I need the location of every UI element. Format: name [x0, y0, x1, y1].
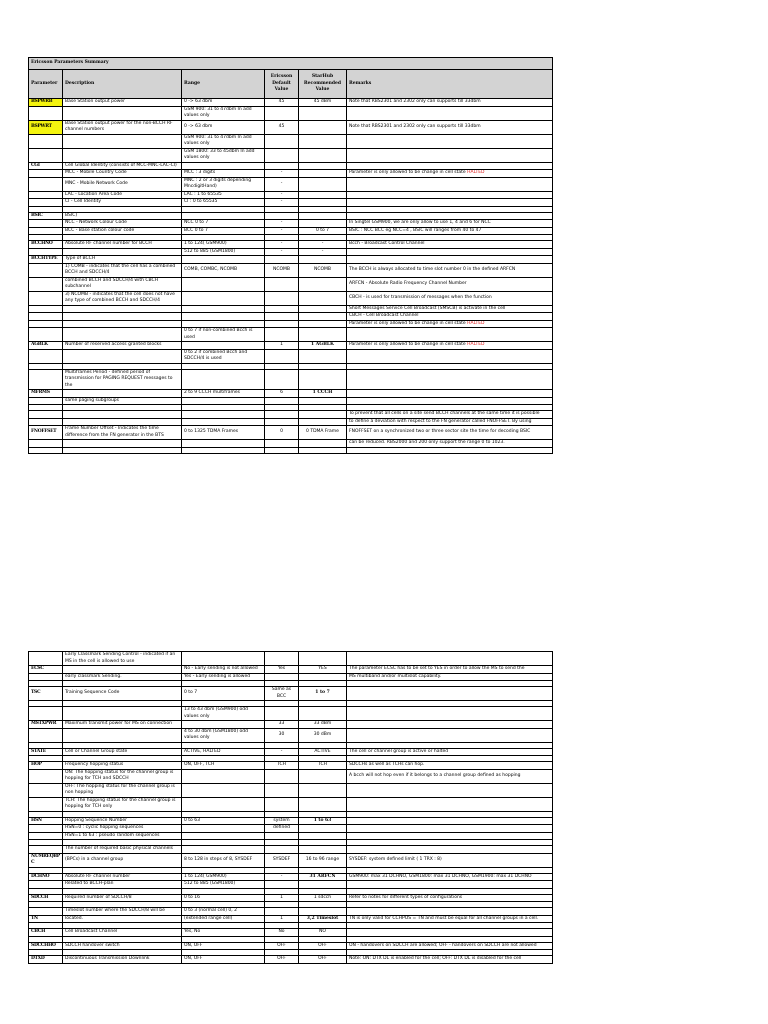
range-cell: 1 to 124( GSM900)	[182, 241, 265, 249]
remarks-cell: SDCCHs as well as TCHs can hop.	[347, 762, 553, 770]
param-mfrms: MFRMS	[29, 390, 63, 398]
remarks-cell: BSIC : NCC BCC eg NCC=4 , BSIC will ranges from 40 to 47	[347, 227, 553, 235]
default-cell: Yes	[265, 666, 299, 674]
default-cell: -	[265, 170, 299, 178]
description-cell: MNC - Mobile Network Code	[63, 177, 182, 191]
remarks-cell: Short Messages Service Cell Broadcast (SMSCB) is activate in the cell	[347, 305, 553, 313]
halted-label: HALTED	[467, 342, 485, 347]
remarks-cell: MS multiband and/or multislot capability.	[347, 673, 553, 681]
remarks-cell: The cell or channel group is active or halted	[347, 748, 553, 756]
range-cell: MCC : 3 digits	[182, 170, 265, 178]
default-cell: -	[265, 177, 299, 191]
range-cell: GSM 900: 31 to 47dbm In add values only	[182, 106, 265, 120]
range-cell: LAC : 1 to 65535	[182, 191, 265, 199]
range-cell: 0 to 2 if combined Bcch and SDCCH/4 is used	[182, 349, 265, 363]
recommended-cell: OFF	[299, 942, 347, 950]
recommended-cell: 0 TDMA Frame	[299, 426, 347, 440]
default-cell: -	[265, 220, 299, 228]
range-cell: MNC : 2 or 3 digits depending MncdigitHand)	[182, 177, 265, 191]
remarks-cell: CBCH - is used for transmission of messages when the function	[347, 291, 553, 305]
range-cell: ON, OFF	[182, 956, 265, 964]
param-tsc: TSC	[29, 687, 63, 701]
range-cell: COMB, COMBC, NCOMB	[182, 263, 265, 277]
range-cell: Yes - Early sending is allowed	[182, 673, 265, 681]
default-cell: -	[265, 199, 299, 207]
default-cell: OFF	[265, 942, 299, 950]
header-parameter: Parameter	[29, 70, 63, 99]
param-agblk: AGBLK	[29, 342, 63, 350]
description-cell: CI - Cell Identity	[63, 199, 182, 207]
default-cell: -	[265, 873, 299, 881]
param-sdcchho: SDCCHHO	[29, 942, 63, 950]
description-cell: 1) COMB - indicates that the cell has a combined BCCH and SDCCH/4	[63, 263, 182, 277]
remarks-cell: To prevent that all cells on a site send BCCH channels at the same time it is possible	[347, 411, 553, 419]
param-bsic: BSIC	[29, 212, 63, 220]
halted-label: HALTED	[467, 170, 485, 175]
default-cell: SYSDEF	[265, 853, 299, 867]
range-cell: ON, OFF, TCH	[182, 762, 265, 770]
description-cell: Type of BCCH	[63, 256, 182, 264]
default-cell: 33	[265, 721, 299, 729]
default-cell: 0	[265, 426, 299, 440]
description-cell: MCC - Mobile Country Code	[63, 170, 182, 178]
remarks-cell: In Singtel GSM900, we are only allow to use 1, 4 and 6 for NCC	[347, 220, 553, 228]
recommended-cell: 30 dBm	[299, 728, 347, 742]
range-cell: Yes, No	[182, 929, 265, 937]
default-cell: Same as BCC	[265, 687, 299, 701]
range-cell: 2 to 9 CCCH multiframes	[182, 390, 265, 398]
remarks-cell: Parameter is only allowed to be change in cell state HALTED	[347, 170, 553, 178]
description-cell: Absolute RF channel number	[63, 873, 182, 881]
default-cell: -	[265, 748, 299, 756]
description-cell: Training Sequence Code	[63, 687, 182, 701]
description-cell: early classmark Sending.	[63, 673, 182, 681]
default-cell: 6	[265, 390, 299, 398]
range-cell: 0 to 7 if non-combined Bcch is used	[182, 328, 265, 342]
recommended-cell: NCOMB	[299, 263, 347, 277]
range-cell: GSM 900: 31 to 47dbm In add values only	[182, 134, 265, 148]
param-ecsc: ECSC	[29, 666, 63, 674]
remarks-cell: ON - handovers on SDCCH are allowed; OFF - handovers on SDCCH are not allowed	[347, 942, 553, 950]
param-tn: TN	[29, 915, 63, 923]
remarks-cell: The parameter ECSC has to be set to YES in order to allow the MS to send the	[347, 666, 553, 674]
description-cell: Timeslot number where the SDCCH/8 will be	[63, 908, 182, 916]
recommended-cell: 3,2 Timeslot	[299, 915, 347, 923]
description-cell: LAC - Location Area Code	[63, 191, 182, 199]
description-cell: Cell Broadcast Channel	[63, 929, 182, 937]
default-cell: defined	[265, 825, 299, 833]
description-cell: Related to BCCH-plan	[63, 881, 182, 889]
default-cell: -	[265, 248, 299, 256]
param-dchno: DCHNO	[29, 873, 63, 881]
remarks-cell: The BCCH is always allocated to time slot number 0 in the defined ARFCN	[347, 263, 553, 277]
range-cell: 1 to 124( GSM900)	[182, 873, 265, 881]
description-cell: Hopping Sequence Number	[63, 817, 182, 825]
default-cell: -	[265, 227, 299, 235]
range-cell: 0 to 1325 TDMA Frames	[182, 426, 265, 440]
param-cbch: CBCH	[29, 929, 63, 937]
remarks-cell: Note: ON: DTX DL is enabled for the cell; OFF: DTX DL is disabled for the cell	[347, 956, 553, 964]
recommended-cell: 0 to 7	[299, 227, 347, 235]
remarks-cell: FNOFFSET on a synchronized two or three sector site the time for decoding BSIC	[347, 426, 553, 440]
header-recommended: StarHub Recommended Value	[299, 70, 347, 99]
range-cell: 0 -> 63 dbm	[182, 99, 265, 107]
range-cell: (extended range cell)	[182, 915, 265, 923]
range-cell: 0 to 7	[182, 687, 265, 701]
range-cell: No - Early sending is not allowed	[182, 666, 265, 674]
range-cell: 0 to 63	[182, 817, 265, 825]
range-cell: 512 to 885 (GSM1800)	[182, 248, 265, 256]
description-cell: combined BCCH and SDCCH/4 with CBCH subchannel	[63, 277, 182, 291]
range-cell: ON, OFF	[182, 942, 265, 950]
recommended-cell: 16 to 96 range	[299, 853, 347, 867]
recommended-cell: 1 to 7	[299, 687, 347, 701]
description-cell: NCC - Network Colour Code	[63, 220, 182, 228]
default-cell: -	[265, 191, 299, 199]
recommended-cell: -	[299, 241, 347, 249]
default-cell: 45	[265, 120, 299, 134]
default-cell: OFF	[265, 956, 299, 964]
recommended-cell: ACTIVE	[299, 748, 347, 756]
description-cell: SDCCH handover switch	[63, 942, 182, 950]
description-cell: The number of required basic physical channels	[63, 846, 182, 854]
param-cgi: CGI	[29, 162, 63, 170]
description-cell: HSN=0 : cyclic hopping sequences	[63, 825, 182, 833]
remarks-cell: A bcch will not hop even if it belongs to a channel group defined as hopping	[347, 769, 553, 783]
remarks-cell: Bcch - Broadcast Control Channel	[347, 241, 553, 249]
recommended-cell: YES	[299, 666, 347, 674]
range-cell: 13 to 43 dbm (GSM900) odd values only	[182, 707, 265, 721]
description-cell: Multiframes Period - defined period of transmission for PAGING REQUEST messages to the	[63, 369, 182, 390]
range-cell: 4 to 30 dbm (GSM1800) odd values only	[182, 728, 265, 742]
range-cell: 0 to 16	[182, 894, 265, 902]
recommended-cell: 1 CCCH	[299, 390, 347, 398]
description-cell: Cell or Channel Group state	[63, 748, 182, 756]
recommended-cell: 45 dBm	[299, 99, 347, 107]
description-cell: Early Classmark Sending Control - indicated if an MS in the cell is allowed to use	[63, 652, 182, 666]
description-cell: Base Station output power for the non-BCCH RF channel numbers	[63, 120, 182, 134]
description-cell: HSN=1 to 63 : pseudo random sequences	[63, 832, 182, 840]
param-sdcch: SDCCH	[29, 894, 63, 902]
description-cell: (BPCs) in a channel group	[63, 853, 182, 867]
description-cell: same paging subgroups	[63, 397, 182, 405]
remarks-cell: SYSDEF: system defined limit ( 1 TRX : 8)	[347, 853, 553, 867]
description-cell: Maximum transmit power for MS on connection	[63, 721, 182, 729]
param-dtxd: DTXD	[29, 956, 63, 964]
default-cell: 45	[265, 99, 299, 107]
default-cell: 1	[265, 894, 299, 902]
halted-label: HALTED	[467, 320, 485, 326]
description-cell: BSIC)	[63, 212, 182, 220]
param-bspwrb: BSPWRB	[29, 99, 63, 107]
default-cell: TCH	[265, 762, 299, 770]
param-mstxpwr: MSTXPWR	[29, 721, 63, 729]
range-cell: GSM 1800: 33 to 45dbm In add values only	[182, 148, 265, 162]
default-cell: No	[265, 929, 299, 937]
remarks-cell: Note that RBS2301 and 2302 only can supports till 33dbm	[347, 99, 553, 107]
description-cell: ON: The hopping status for the channel group is hopping for TCH and SDCCH	[63, 769, 182, 783]
range-cell: CI : 0 to 65535	[182, 199, 265, 207]
remarks-cell: GSM900: max 31 DCHNO, GSM1800: max 31 DCHNO, GSM1900: max 31 DCHNO	[347, 873, 553, 881]
remarks-cell: Parameter is only allowed to be change in cell state HALTED	[347, 320, 553, 328]
description-cell: Absolute RF channel number for BCCH	[63, 241, 182, 249]
recommended-cell: 1 sdcch	[299, 894, 347, 902]
description-cell: Number of reserved access granted blocks	[63, 342, 182, 350]
param-numreqbpc: NUMREQBPC	[29, 853, 63, 867]
recommended-cell: 33 dBm	[299, 721, 347, 729]
remarks-cell: Refer to notes for different types of configurations	[347, 894, 553, 902]
recommended-cell: 1 to 63	[299, 817, 347, 825]
description-cell: Discontinuous Transmission Downlink	[63, 956, 182, 964]
recommended-cell: 31 ARFCN	[299, 873, 347, 881]
param-hop: HOP	[29, 762, 63, 770]
range-cell: NCC 0 to 7	[182, 220, 265, 228]
header-default: Ericsson Default Value	[265, 70, 299, 99]
ericsson-parameters-table	[28, 57, 553, 454]
default-cell: system	[265, 817, 299, 825]
remarks-cell: ARFCN - Absolute Radio Frequency Channel Number	[347, 277, 553, 291]
description-cell: TCH: The hopping status for the channel group is hopping for TCH only	[63, 797, 182, 811]
description-cell: OFF: The hopping status for the channel group is non hopping	[63, 783, 182, 797]
recommended-cell: 1 AGBLK	[299, 342, 347, 350]
header-remarks: Remarks	[347, 70, 553, 99]
range-cell: ACTIVE, HALTED	[182, 748, 265, 756]
range-cell: 0 to 3 (normal cell) 0, 2	[182, 908, 265, 916]
header-range: Range	[182, 70, 265, 99]
remarks-cell: Note that RBS2301 and 2302 only can supports till 33dbm	[347, 120, 553, 134]
description-cell: Frequency hopping status	[63, 762, 182, 770]
param-bcchno: BCCHNO	[29, 241, 63, 249]
param-bcchtype: BCCHTYPE	[29, 256, 63, 264]
header-description: Description	[63, 70, 182, 99]
param-hsn: HSN	[29, 817, 63, 825]
description-cell: Frame Number Offset - Indicates the time difference from the FN generator in the BTS	[63, 426, 182, 440]
description-cell: BCC - Base station colour code	[63, 227, 182, 235]
range-cell: 512 to 885 (GSM1800)	[182, 881, 265, 889]
range-cell: 0 -> 63 dbm	[182, 120, 265, 134]
ericsson-parameters-table-continued	[28, 651, 553, 964]
description-cell: 3) NCOMB - indicates that the cell does not have any type of combined BCCH and SDCCH/4	[63, 291, 182, 305]
range-cell: BCC 0 to 7	[182, 227, 265, 235]
description-cell: Cell Global Identity (consists of MCC-MNC-LAC-CI)	[63, 162, 182, 170]
recommended-cell: OFF	[299, 956, 347, 964]
remarks-cell: Parameter is only allowed to be change in cell state HALTED	[347, 342, 553, 350]
remarks-cell: can be reduced. RBS2000 and 200 only support the range 0 to 1023.	[347, 440, 553, 448]
default-cell: 1	[265, 342, 299, 350]
default-cell: -	[265, 241, 299, 249]
recommended-cell: -	[299, 248, 347, 256]
range-cell: 8 to 128 in steps of 8, SYSDEF	[182, 853, 265, 867]
param-state: STATE	[29, 748, 63, 756]
default-cell: 30	[265, 728, 299, 742]
param-fnoffset: FNOFFSET	[29, 426, 63, 440]
recommended-cell: NO	[299, 929, 347, 937]
param-bspwrt: BSPWRT	[29, 120, 63, 134]
default-cell: 1	[265, 915, 299, 923]
table-title: Ericsson Parameters Summary	[29, 58, 553, 70]
remarks-cell: TN is only valid for CCHPOS = TN and must be equal for all channel groups in a cell.	[347, 915, 553, 923]
description-cell: Base Station output power	[63, 99, 182, 107]
recommended-cell: TCH	[299, 762, 347, 770]
description-cell: located.	[63, 915, 182, 923]
description-cell: Required number of SDCCH/8	[63, 894, 182, 902]
remarks-cell: CBCH - Cell Broadcast Channel	[347, 313, 553, 321]
default-cell: NCOMB	[265, 263, 299, 277]
remarks-cell: to define a deviation with respect to the FN generator called FNOFFSET. By using	[347, 418, 553, 426]
